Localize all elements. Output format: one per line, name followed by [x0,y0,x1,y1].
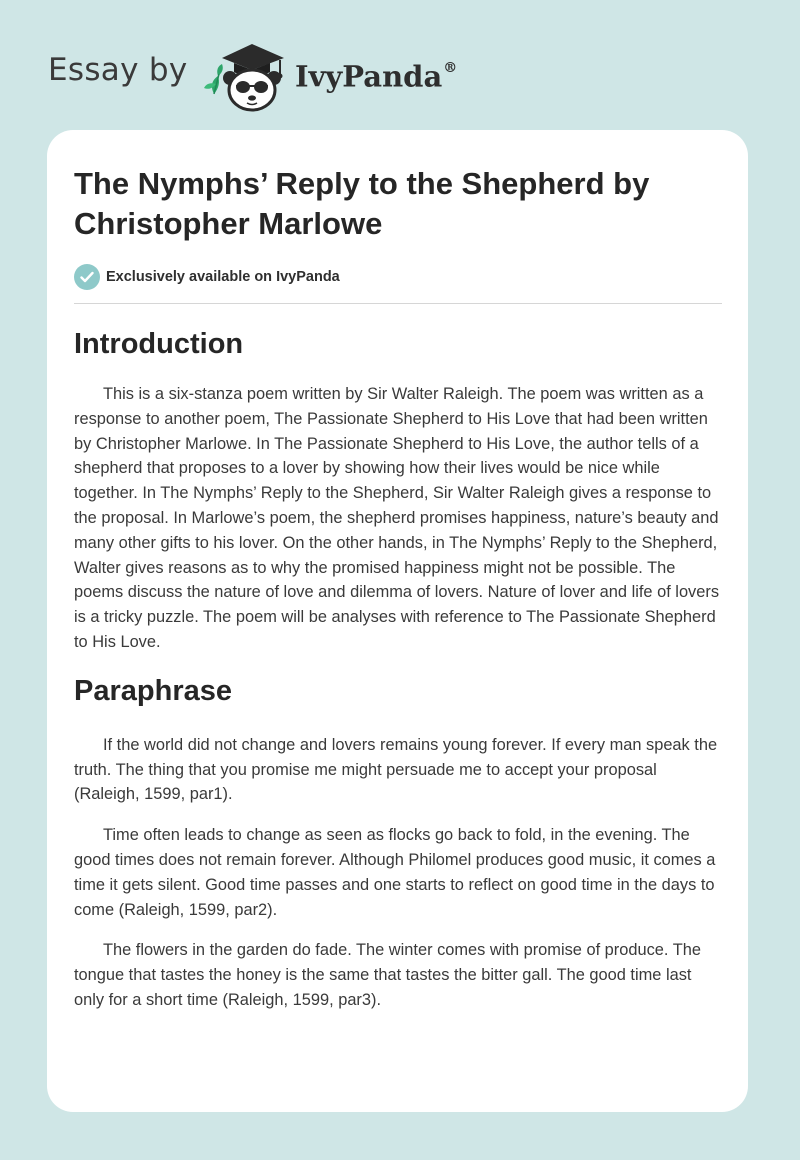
panda-logo-icon[interactable] [200,36,292,112]
paragraph: If the world did not change and lovers remains young forever. If every man speak the truth. The thing that you promise me might persuade me to accept your proposal (Raleigh, 1599, par1). [74,735,718,804]
exclusive-badge [74,263,340,291]
essay-title: The Nymphs’ Reply to the Shepherd by Christopher Marlowe [74,166,650,241]
brand-name[interactable] [295,54,457,95]
section-paraphrase [74,667,722,1013]
leaf-icon [204,64,223,94]
paragraph: The flowers in the garden do fade. The winter comes with promise of produce. The tongue that tastes the honey is the same that tastes the bitter gall. The good time last only for a short time (Raleigh, 1599, par3). [74,941,701,1009]
registered-mark: ® [443,60,458,76]
brand-header [0,0,800,130]
essay-by-label: Essay by [48,52,188,88]
divider [74,303,722,304]
exclusive-badge-label: Exclusively available on IvyPanda [106,269,340,285]
section-heading: Introduction [74,328,244,360]
brand-name-text: IvyPanda [295,59,443,94]
paragraph: This is a six-stanza poem written by Sir Walter Raleigh. The poem was written as a response to another poem, The Passionate Shepherd to His Love that had been written by Christopher Marlowe. In The Passionate Shepherd to His Love, the author tells of a shepherd that proposes to a lover by showing how their lives would be nice while together. In The Nymphs’ Reply to the Shepherd, Sir Walter Raleigh gives a response to the proposal. In Marlowe’s poem, the shepherd promises happiness, nature’s beauty and many other gifts to his lover. On the other hands, in The Nymphs’ Reply to the Shepherd, Walter gives reasons as to why the promised happiness might not be possible. The poems discuss the nature of love and dilemma of lovers. Nature of lover and life of lovers is a tricky puzzle. The poem will be analyses with reference to The Passionate Shepherd to His Love. [74,385,720,651]
check-circle-icon [74,264,100,290]
essay-body [74,320,722,1013]
section-introduction [74,320,722,655]
section-heading: Paraphrase [74,674,232,707]
paragraph: Time often leads to change as seen as flocks go back to fold, in the evening. The good times does not remain forever. Although Philomel produces good music, it comes a time it gets silent. Good time passes and one starts to reflect on good time in the days to come (Raleigh, 1599, par2). [74,826,716,919]
essay-card [47,130,748,1112]
